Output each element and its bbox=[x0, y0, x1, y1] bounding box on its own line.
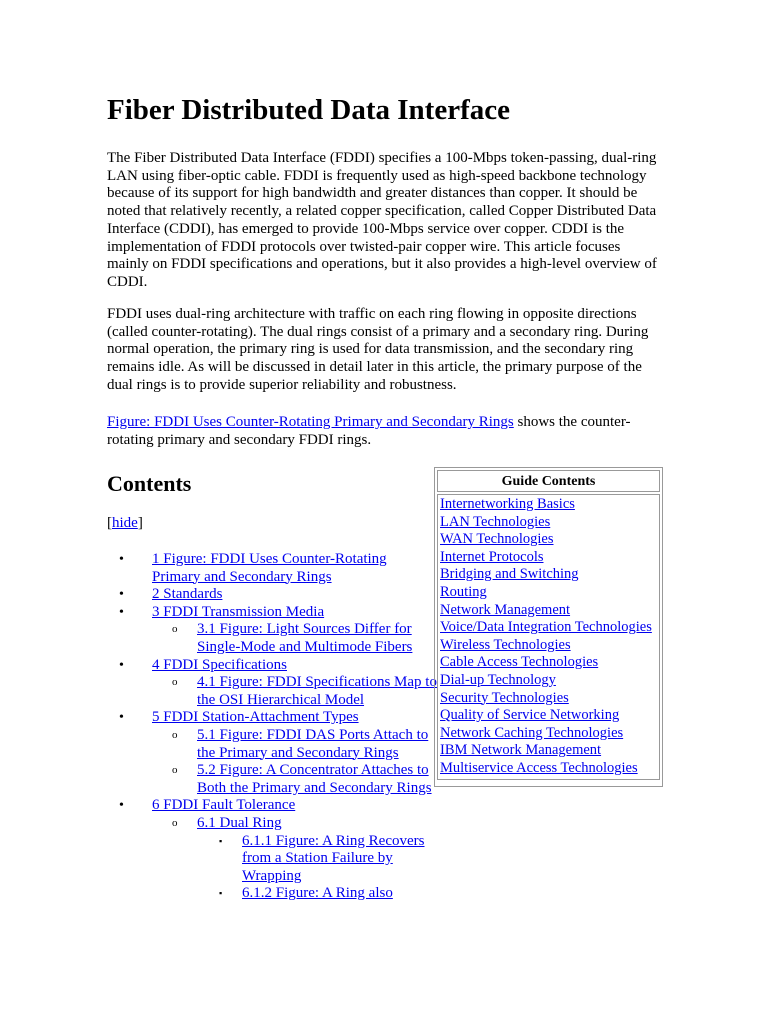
guide-item bbox=[440, 566, 657, 584]
toc-toggle bbox=[107, 514, 143, 532]
intro-paragraph: The Fiber Distributed Data Interface (FDDI) specifies a 100-Mbps token-passing, dual-ring LAN using fiber-optic cable. FDDI is frequently used as high-speed backbone technology because of its support for high bandwidth and greater distances than copper. It should be noted that relatively recently, a related copper specification, called Copper Distributed Data Interface (CDDI), has emerged to provide 100-Mbps service over copper. CDDI is the implementation of FDDI protocols over twisted-pair copper wire. This article focuses mainly on FDDI specifications and operations, but it also provides a high-level overview of CDDI. bbox=[107, 150, 657, 290]
guide-item bbox=[440, 742, 657, 760]
toc-bullet-icon: • bbox=[119, 552, 124, 567]
toc-bullet-icon: • bbox=[119, 710, 124, 726]
guide-item-link[interactable]: Bridging and Switching bbox=[440, 566, 579, 583]
guide-item-link[interactable]: Internetworking Basics bbox=[440, 496, 575, 512]
guide-item bbox=[440, 707, 657, 725]
guide-item bbox=[440, 690, 657, 708]
toc-item-link[interactable]: 5 FDDI Station-Attachment Types bbox=[152, 709, 359, 726]
guide-item bbox=[440, 672, 657, 690]
toc-bullet-icon: ▪ bbox=[219, 888, 223, 899]
toc-item-link[interactable]: 4 FDDI Specifications bbox=[152, 656, 287, 673]
guide-item-link[interactable]: Security Technologies bbox=[440, 689, 569, 706]
guide-item-link[interactable]: Voice/Data Integration Technologies bbox=[440, 619, 652, 636]
guide-item bbox=[440, 619, 657, 637]
guide-item bbox=[440, 760, 657, 778]
toc-item bbox=[107, 551, 437, 586]
toc-bullet-icon: • bbox=[119, 604, 124, 620]
guide-item-link[interactable]: Cable Access Technologies bbox=[440, 654, 599, 671]
toc-bullet-icon: o bbox=[172, 764, 178, 777]
toc-toggle-open-bracket: [ bbox=[107, 515, 112, 531]
toc-bullet-icon: • bbox=[119, 798, 124, 814]
toc-item-link[interactable]: 5.2 Figure: A Concentrator Attaches to Both the Primary and Secondary Rings bbox=[197, 762, 432, 796]
guide-item-link[interactable]: Wireless Technologies bbox=[440, 636, 571, 653]
guide-item-link[interactable]: Routing bbox=[440, 583, 487, 600]
toc-item-link[interactable]: 6.1.2 Figure: A Ring also bbox=[242, 885, 393, 902]
guide-item bbox=[440, 637, 657, 655]
guide-item-link[interactable]: LAN Technologies bbox=[440, 513, 551, 530]
contents-heading: Contents bbox=[107, 471, 192, 496]
toc-list bbox=[107, 551, 437, 903]
toc-bullet-icon: o bbox=[172, 676, 178, 689]
toc-item-link[interactable]: 3.1 Figure: Light Sources Differ for Single-Mode and Multimode Fibers bbox=[197, 621, 413, 655]
figure-counter-rotating-rings-link[interactable]: Figure: FDDI Uses Counter-Rotating Primary and Secondary Rings bbox=[107, 414, 514, 430]
toc-bullet-icon: • bbox=[119, 587, 124, 603]
guide-item bbox=[440, 514, 657, 532]
guide-contents-header: Guide Contents bbox=[437, 470, 660, 492]
figure-reference-paragraph bbox=[107, 414, 663, 449]
toc-item bbox=[107, 797, 437, 815]
guide-item-link[interactable]: Multiservice Access Technologies bbox=[440, 759, 638, 776]
toc-bullet-icon: o bbox=[172, 623, 178, 636]
guide-item bbox=[440, 496, 657, 514]
guide-item-link[interactable]: Network Management bbox=[440, 601, 571, 618]
toc-item-link[interactable]: 6.1 Dual Ring bbox=[197, 814, 282, 831]
toc-item-link[interactable]: 2 Standards bbox=[152, 586, 223, 603]
guide-item-link[interactable]: Quality of Service Networking bbox=[440, 707, 620, 724]
toc-toggle-close-bracket: ] bbox=[137, 515, 143, 531]
toc-item bbox=[107, 657, 437, 675]
guide-item-link[interactable]: IBM Network Management bbox=[440, 742, 602, 759]
toc-bullet-icon: o bbox=[172, 728, 178, 741]
toc-item-link[interactable]: 4.1 Figure: FDDI Specifications Map to the OSI Hierarchical Model bbox=[197, 674, 437, 708]
guide-item bbox=[440, 584, 657, 602]
guide-item-link[interactable]: Network Caching Technologies bbox=[440, 724, 624, 741]
toc-item-link[interactable]: 5.1 Figure: FDDI DAS Ports Attach to the Primary and Secondary Rings bbox=[197, 726, 429, 761]
toc-item-link[interactable]: 6.1.1 Figure: A Ring Recovers from a Station Failure by Wrapping bbox=[242, 832, 425, 884]
toc-bullet-icon: ▪ bbox=[219, 835, 223, 846]
toc-item bbox=[107, 604, 437, 622]
toc-item bbox=[107, 621, 437, 656]
architecture-paragraph: FDDI uses dual-ring architecture with traffic on each ring flowing in opposite directions (called counter-rotating). The dual rings consist of a primary and a secondary ring. During normal operation, the primary ring is used for data transmission, and the secondary ring remains idle. As will be discussed in detail later in this article, the primary purpose of the dual rings is to provide superior reliability and robustness. bbox=[107, 306, 649, 393]
page-title: Fiber Distributed Data Interface bbox=[107, 94, 510, 126]
toc-item bbox=[107, 833, 437, 886]
toc-bullet-icon: o bbox=[172, 816, 178, 829]
toc-item-link[interactable]: 1 Figure: FDDI Uses Counter-Rotating Primary and Secondary Rings bbox=[152, 551, 387, 585]
guide-contents-box bbox=[434, 467, 663, 787]
toc-item bbox=[107, 762, 437, 797]
guide-item-link[interactable]: WAN Technologies bbox=[440, 531, 554, 548]
toc-bullet-icon: • bbox=[119, 657, 124, 673]
toc-item bbox=[107, 885, 437, 903]
toc-item bbox=[107, 586, 437, 604]
guide-item-link[interactable]: Internet Protocols bbox=[440, 548, 544, 565]
toc-item bbox=[107, 727, 437, 762]
guide-item bbox=[440, 725, 657, 743]
toc-item bbox=[107, 674, 437, 709]
toc-hide-link[interactable]: hide bbox=[112, 515, 138, 531]
guide-item bbox=[440, 549, 657, 567]
guide-contents-list bbox=[440, 496, 657, 778]
guide-item-link[interactable]: Dial-up Technology bbox=[440, 671, 556, 688]
toc-item bbox=[107, 815, 437, 833]
guide-item bbox=[440, 531, 657, 549]
toc-item bbox=[107, 709, 437, 727]
toc-item-link[interactable]: 3 FDDI Transmission Media bbox=[152, 603, 325, 620]
figure-reference-text: shows the counter-rotating primary and secondary FDDI rings. bbox=[107, 414, 631, 448]
table-of-contents bbox=[107, 551, 437, 903]
guide-contents-list-wrap bbox=[437, 494, 660, 780]
guide-item bbox=[440, 654, 657, 672]
guide-item bbox=[440, 602, 657, 620]
toc-item-link[interactable]: 6 FDDI Fault Tolerance bbox=[152, 797, 296, 814]
